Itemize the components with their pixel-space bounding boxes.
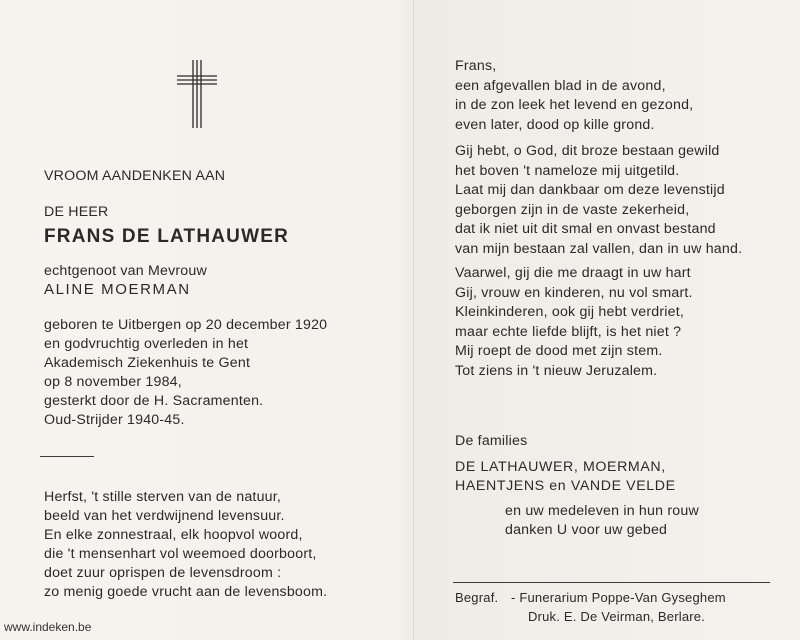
poem-line: dat ik niet uit dit smal en onvast bestand bbox=[455, 221, 716, 238]
poem-right-stanza-1 bbox=[455, 57, 693, 135]
bio-line: op 8 november 1984, bbox=[44, 374, 182, 390]
footer-rule bbox=[453, 582, 770, 583]
thanks-line-1: en uw medeleven in hun rouw bbox=[505, 503, 699, 519]
spouse-name: ALINE MOERMAN bbox=[44, 281, 191, 298]
poem-line: van mijn bestaan zal vallen, dan in uw hand. bbox=[455, 240, 743, 257]
bio-line: geboren te Uitbergen op 20 december 1920 bbox=[44, 317, 328, 333]
poem-line: maar echte liefde blijft, is het niet ? bbox=[455, 323, 682, 340]
poem-line: Mij roept de dood met zijn stem. bbox=[455, 343, 663, 360]
funeral-label: Begraf. bbox=[455, 590, 499, 605]
printer-text: Druk. E. De Veirman, Berlare. bbox=[528, 609, 706, 624]
spouse-intro: echtgenoot van Mevrouw bbox=[44, 263, 207, 279]
bio-line: en godvruchtig overleden in het bbox=[44, 336, 249, 352]
poem-line: even later, dood op kille grond. bbox=[455, 116, 655, 133]
bio-line: Oud-Strijder 1940-45. bbox=[44, 412, 185, 428]
families-intro: De families bbox=[455, 433, 528, 449]
poem-line: doet zuur oprispen de levensdroom : bbox=[44, 565, 282, 581]
poem-line: Gij, vrouw en kinderen, nu vol smart. bbox=[455, 284, 693, 301]
cross-icon bbox=[175, 58, 219, 130]
poem-line: Laat mij dan dankbaar om deze levenstijd bbox=[455, 182, 725, 199]
poem-right-stanza-2 bbox=[455, 142, 742, 260]
poem-line: in de zon leek het levend en gezond, bbox=[455, 97, 694, 114]
poem-line: die 't mensenhart vol weemoed doorboort, bbox=[44, 546, 317, 562]
poem-line: En elke zonnestraal, elk hoopvol woord, bbox=[44, 527, 303, 543]
poem-line: een afgevallen blad in de avond, bbox=[455, 77, 666, 94]
bio-line: gesterkt door de H. Sacramenten. bbox=[44, 393, 264, 409]
card-fold bbox=[413, 0, 414, 640]
poem-line: zo menig goede vrucht aan de levensboom. bbox=[44, 584, 328, 600]
poem-left bbox=[44, 488, 327, 602]
poem-line: geborgen zijn in de vaste zekerheid, bbox=[455, 201, 690, 218]
funeral-text: - Funerarium Poppe-Van Gyseghem bbox=[511, 590, 726, 605]
bio-line: Akademisch Ziekenhuis te Gent bbox=[44, 355, 251, 371]
families-line-2: HAENTJENS en VANDE VELDE bbox=[455, 478, 676, 494]
families-line-1: DE LATHAUWER, MOERMAN, bbox=[455, 459, 666, 475]
poem-line: Vaarwel, gij die me draagt in uw hart bbox=[455, 265, 691, 281]
honorific: DE HEER bbox=[44, 204, 109, 220]
pre-title: VROOM AANDENKEN AAN bbox=[44, 168, 226, 184]
poem-line: Frans, bbox=[455, 58, 497, 74]
poem-line: Herfst, 't stille sterven van de natuur, bbox=[44, 489, 282, 505]
thanks-line-2: danken U voor uw gebed bbox=[505, 522, 668, 538]
poem-line: Tot ziens in 't nieuw Jeruzalem. bbox=[455, 362, 658, 379]
poem-line: het boven 't nameloze mij uitgetild. bbox=[455, 162, 680, 179]
poem-line: Gij hebt, o God, dit broze bestaan gewild bbox=[455, 143, 720, 159]
divider bbox=[40, 456, 94, 457]
deceased-name: FRANS DE LATHAUWER bbox=[44, 226, 290, 247]
watermark-text: www.indeken.be bbox=[4, 620, 92, 634]
poem-line: beeld van het verdwijnend levensuur. bbox=[44, 508, 285, 524]
bio-block bbox=[44, 316, 327, 430]
poem-right-stanza-3 bbox=[455, 264, 693, 382]
poem-line: Kleinkinderen, ook gij hebt verdriet, bbox=[455, 304, 685, 321]
